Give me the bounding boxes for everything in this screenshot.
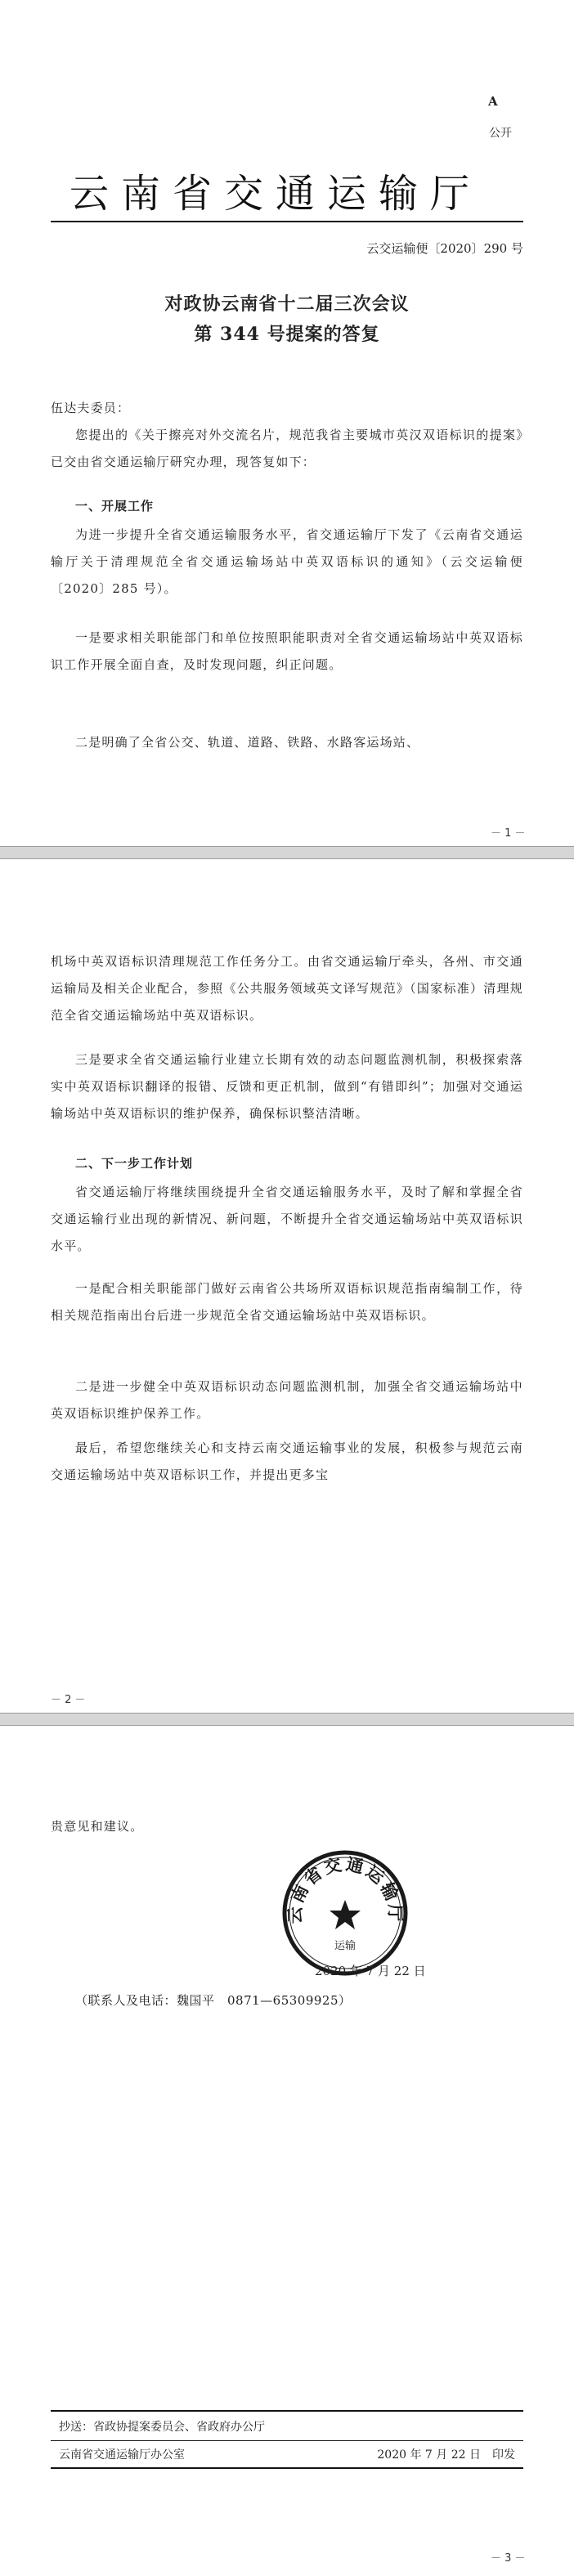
- doc-number: 云交运输便〔2020〕290 号: [366, 241, 523, 256]
- page-separator-2: [0, 1713, 574, 1726]
- official-seal-icon: [280, 1848, 410, 1978]
- section-1-paragraph-2: 一是要求相关职能部门和单位按照职能职责对全省交通运输场站中英双语标识工作开展全面自查，及时发现问题，纠正问题。: [51, 630, 523, 672]
- print-date: 2020 年 7 月 22 日 印发: [377, 2448, 515, 2462]
- page-separator-1: [0, 846, 574, 859]
- section-2-paragraph-1: 省交通运输厅将继续围绕提升全省交通运输服务水平，及时了解和掌握全省交通运输行业出现的新情况、新问题，不断提升全省交通运输场站中英双语标识水平。: [51, 1185, 523, 1253]
- seal-inner-text: 运输: [334, 1940, 357, 1952]
- intro-paragraph: 您提出的《关于擦亮对外交流名片，规范我省主要城市英汉双语标识的提案》已交由省交通运输厅研究办理，现答复如下：: [51, 428, 523, 469]
- security-level: A: [488, 94, 498, 109]
- section-2-heading: 二、下一步工作计划: [75, 1156, 194, 1171]
- closing-paragraph-start: 最后，希望您继续关心和支持云南交通运输事业的发展，积极参与规范云南交通运输场站中英双语标识工作，并提出更多宝: [51, 1440, 523, 1482]
- footer-rule-bottom: [51, 2467, 523, 2469]
- page-number-1: － 1 －: [491, 827, 526, 840]
- section-2-paragraph-3: 二是进一步健全中英双语标识动态问题监测机制，加强全省交通运输场站中英双语标识维护保养工作。: [51, 1379, 523, 1421]
- section-1-paragraph-3-end: 机场中英双语标识清理规范工作任务分工。由省交通运输厅牵头，各州、市交通运输局及相关企业配合，参照《公共服务领域英文译写规范》（国家标准）清理规范全省交通运输场站中英双语标识。: [51, 954, 523, 1023]
- title-line-2: 第 344 号提案的答复: [194, 324, 380, 345]
- page-number-3: － 3 －: [491, 2552, 526, 2565]
- section-1-paragraph-3-start: 二是明确了全省公交、轨道、道路、铁路、水路客运场站、: [75, 735, 420, 750]
- title-line-1: 对政协云南省十二届三次会议: [164, 293, 410, 315]
- section-1-paragraph-1: 为进一步提升全省交通运输服务水平，省交通运输厅下发了《云南省交通运输厅关于清理规范全省交通运输场站中英双语标识的通知》（云交运输便〔2020〕285 号）。: [51, 527, 523, 596]
- disclosure-label: 公开: [489, 127, 512, 140]
- agency-title: 云南省交通运输厅: [70, 171, 482, 217]
- salutation: 伍达夫委员：: [51, 401, 131, 415]
- header-rule: [51, 221, 523, 222]
- section-1-heading: 一、开展工作: [75, 499, 155, 513]
- section-2-paragraph-2: 一是配合相关职能部门做好云南省公共场所双语标识规范指南编制工作，待相关规范指南出台后进一步规范全省交通运输场站中英双语标识。: [51, 1281, 523, 1323]
- contact-info: （联系人及电话：魏国平 0871—65309925）: [75, 1993, 352, 2008]
- footer-rule-top: [51, 2410, 523, 2412]
- seal-arc-text: 云南省交通运输厅: [284, 1853, 406, 1924]
- footer-rule-middle: [51, 2440, 523, 2441]
- issuer: 云南省交通运输厅办公室: [59, 2448, 185, 2462]
- closing-paragraph-end: 贵意见和建议。: [51, 1819, 144, 1834]
- cc-line: 抄送：省政协提案委员会、省政府办公厅: [59, 2421, 265, 2434]
- page-number-2: － 2 －: [51, 1694, 86, 1706]
- signature-date: 2020 年 7 月 22 日: [315, 1964, 426, 1978]
- section-1-paragraph-4: 三是要求全省交通运输行业建立长期有效的动态问题监测机制，积极探索落实中英双语标识翻译的报错、反馈和更正机制，做到“有错即纠”；加强对交通运输场站中英双语标识的维护保养，确保标识整洁清晰。: [51, 1052, 523, 1121]
